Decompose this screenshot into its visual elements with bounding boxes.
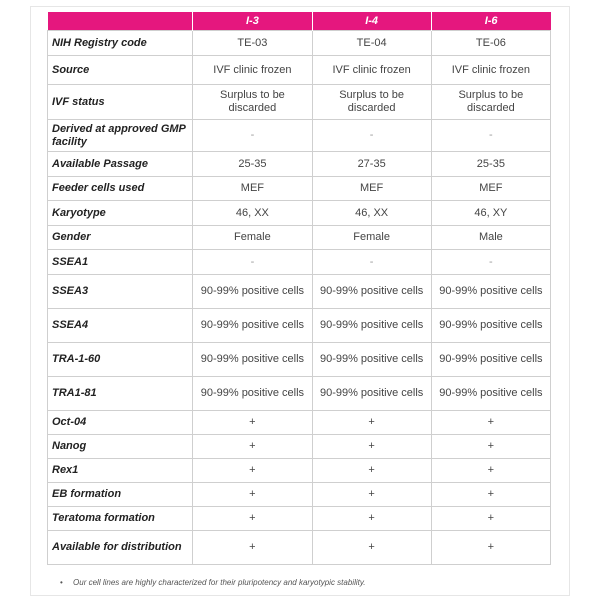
cell-value: 46, XX	[193, 201, 312, 226]
cell-value: 90-99% positive cells	[312, 309, 431, 343]
table-row	[48, 85, 551, 120]
cell-value: +	[431, 411, 550, 435]
cell-value: 90-99% positive cells	[193, 275, 312, 309]
cell-value: 25-35	[431, 152, 550, 177]
table-row	[48, 275, 551, 309]
row-label: SSEA4	[48, 309, 193, 343]
cell-value: -	[312, 250, 431, 275]
cell-value: 90-99% positive cells	[312, 275, 431, 309]
row-label: Gender	[48, 226, 193, 250]
cell-value: +	[431, 459, 550, 483]
cell-value: +	[193, 459, 312, 483]
cell-value: Surplus to be discarded	[431, 85, 550, 120]
cell-value: +	[312, 435, 431, 459]
row-label: Available for distribution	[48, 531, 193, 565]
table-row	[48, 226, 551, 250]
cell-value: 90-99% positive cells	[193, 343, 312, 377]
cell-value: IVF clinic frozen	[312, 56, 431, 85]
cell-value: +	[431, 435, 550, 459]
cell-value: Surplus to be discarded	[312, 85, 431, 120]
cell-value: 90-99% positive cells	[193, 377, 312, 411]
footnote-text: Our cell lines are highly characterized for their pluripotency and karyotypic stability.	[73, 578, 366, 587]
cell-value: 90-99% positive cells	[431, 377, 550, 411]
cell-value: 90-99% positive cells	[312, 377, 431, 411]
header-col-i4: I-4	[312, 12, 431, 31]
row-label: Rex1	[48, 459, 193, 483]
table-row	[48, 411, 551, 435]
cell-value: -	[431, 120, 550, 152]
cell-value: +	[193, 507, 312, 531]
cell-value: MEF	[312, 177, 431, 201]
cell-value: MEF	[193, 177, 312, 201]
cell-value: TE-04	[312, 31, 431, 56]
cell-value: +	[312, 459, 431, 483]
table-body	[48, 31, 551, 565]
row-label: Available Passage	[48, 152, 193, 177]
cell-value: +	[431, 531, 550, 565]
cell-value: 46, XY	[431, 201, 550, 226]
table-row	[48, 201, 551, 226]
row-label: EB formation	[48, 483, 193, 507]
row-label: Oct-04	[48, 411, 193, 435]
cell-line-table	[47, 12, 551, 565]
cell-value: +	[193, 531, 312, 565]
cell-value: +	[312, 411, 431, 435]
row-label: Karyotype	[48, 201, 193, 226]
row-label: IVF status	[48, 85, 193, 120]
cell-value: -	[193, 250, 312, 275]
cell-value: MEF	[431, 177, 550, 201]
cell-value: +	[193, 435, 312, 459]
table-row	[48, 177, 551, 201]
cell-value: TE-06	[431, 31, 550, 56]
table-row	[48, 152, 551, 177]
cell-value: IVF clinic frozen	[193, 56, 312, 85]
cell-value: 90-99% positive cells	[193, 309, 312, 343]
cell-value: IVF clinic frozen	[431, 56, 550, 85]
row-label: Feeder cells used	[48, 177, 193, 201]
table-row	[48, 343, 551, 377]
table-row	[48, 531, 551, 565]
table-row	[48, 377, 551, 411]
cell-value: Female	[193, 226, 312, 250]
header-col-i3: I-3	[193, 12, 312, 31]
row-label: Source	[48, 56, 193, 85]
row-label: Nanog	[48, 435, 193, 459]
bullet-icon: •	[60, 578, 63, 587]
cell-value: -	[193, 120, 312, 152]
cell-value: +	[193, 483, 312, 507]
header-corner	[48, 12, 193, 31]
cell-value: Female	[312, 226, 431, 250]
cell-value: 90-99% positive cells	[431, 343, 550, 377]
cell-value: -	[312, 120, 431, 152]
row-label: TRA-1-60	[48, 343, 193, 377]
cell-value: 25-35	[193, 152, 312, 177]
row-label: TRA1-81	[48, 377, 193, 411]
cell-value: 90-99% positive cells	[431, 275, 550, 309]
cell-value: 90-99% positive cells	[431, 309, 550, 343]
cell-value: 27-35	[312, 152, 431, 177]
row-label: SSEA1	[48, 250, 193, 275]
table-container	[47, 12, 551, 565]
header-col-i6: I-6	[431, 12, 550, 31]
cell-value: -	[431, 250, 550, 275]
cell-value: TE-03	[193, 31, 312, 56]
row-label: Teratoma formation	[48, 507, 193, 531]
table-row	[48, 459, 551, 483]
table-row	[48, 435, 551, 459]
footnote	[60, 578, 365, 587]
cell-value: +	[312, 507, 431, 531]
cell-value: Surplus to be discarded	[193, 85, 312, 120]
header-row	[48, 12, 551, 31]
table-row	[48, 31, 551, 56]
table-row	[48, 309, 551, 343]
cell-value: 90-99% positive cells	[312, 343, 431, 377]
cell-value: Male	[431, 226, 550, 250]
table-row	[48, 250, 551, 275]
row-label: Derived at approved GMP facility	[48, 120, 193, 152]
row-label: SSEA3	[48, 275, 193, 309]
cell-value: +	[431, 507, 550, 531]
cell-value: +	[312, 483, 431, 507]
table-row	[48, 120, 551, 152]
table-row	[48, 483, 551, 507]
row-label: NIH Registry code	[48, 31, 193, 56]
cell-value: +	[193, 411, 312, 435]
cell-value: +	[312, 531, 431, 565]
table-row	[48, 507, 551, 531]
cell-value: +	[431, 483, 550, 507]
cell-value: 46, XX	[312, 201, 431, 226]
table-row	[48, 56, 551, 85]
